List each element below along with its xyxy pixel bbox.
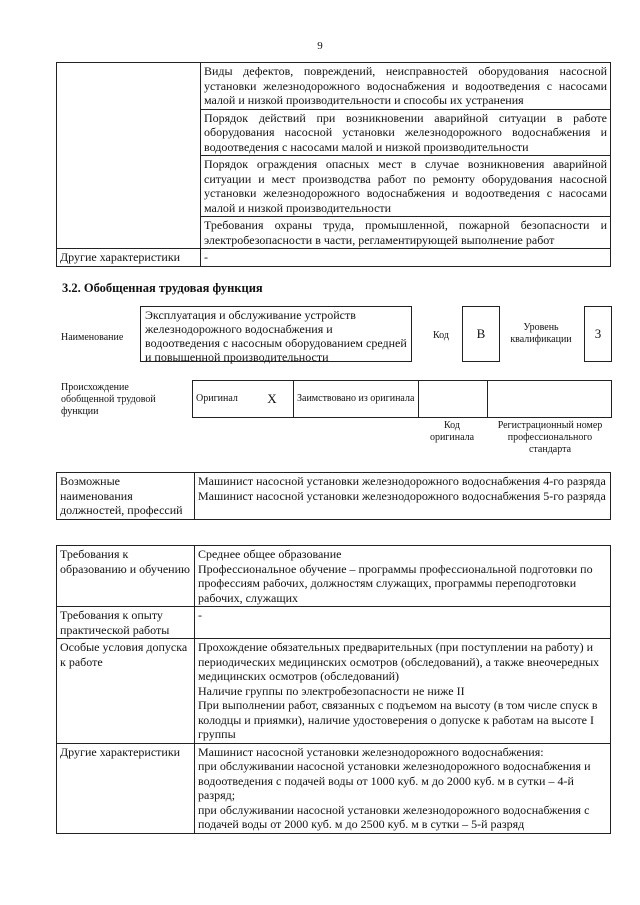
position-item: Машинист насосной установки железнодорожного водоснабжения 4-го разряда (198, 474, 606, 488)
table-cell: Порядок действий при возникновении аварийной ситуации в работе оборудования насосной установки железнодорожного водоснабжения и водоотведения с насосами малой и низкой производительности (201, 109, 611, 156)
other-label: Другие характеристики (57, 743, 195, 833)
other-characteristics-label: Другие характеристики (57, 249, 201, 267)
text-line: Наличие группы по электробезопасности не ниже II (198, 683, 465, 698)
table-cell: Требования охраны труда, промышленной, пожарной безопасности и электробезопасности в части, регламентирующей выполнение работ (201, 217, 611, 249)
position-item: Машинист насосной установки железнодорожного водоснабжения 5-го разряда (198, 488, 606, 503)
level-label: Уровень квалификации (510, 322, 572, 345)
function-name-value: Эксплуатация и обслуживание устройств железнодорожного водоснабжения и водоотведения с насосным оборудованием средней и повышенной производительности (140, 306, 412, 362)
knowledge-table (56, 62, 611, 267)
requirements-table (56, 545, 611, 834)
registration-number-cell (488, 381, 612, 418)
experience-label: Требования к опыту практической работы (57, 607, 195, 639)
admission-value (195, 639, 611, 744)
text-line: Среднее общее образование (198, 547, 342, 561)
text-line: Прохождение обязательных предварительных (при поступлении на работу) и периодических медицинских осмотров (обследований), а также внеочередных медицинских осмотров (обследований) (198, 640, 600, 683)
table-row (57, 249, 611, 267)
text-line: при обслуживании насосной установки железнодорожного водоснабжения и водоотведения с подачей воды от 1000 куб. м до 2000 куб. м в сутки – 4-й разряд; (198, 759, 591, 802)
page-number: 9 (317, 40, 323, 52)
table-row (57, 473, 611, 520)
caption-code: Код оригинала (429, 420, 475, 443)
table-row (57, 63, 611, 110)
text-line: Профессиональное обучение – программы профессиональной подготовки по профессиям рабочих, должностям служащих, программы переподготовки рабочих, служащих (198, 561, 593, 605)
name-label: Наименование (61, 332, 124, 343)
table-row (57, 546, 611, 607)
original-label: Оригинал (193, 381, 252, 418)
table-cell: Порядок ограждения опасных мест в случае возникновения аварийной ситуации и мест производства работ по ремонту оборудования насосной установки железнодорожного водоснабжения и водоотведения с насосами малой и низкой производительности (201, 156, 611, 217)
table-cell: Виды дефектов, повреждений, неисправностей оборудования насосной установки железнодорожного водоснабжения и водоотведения с насосами малой и низкой производительности и способы их устранения (201, 63, 611, 110)
caption-registration: Регистрационный номер профессионального стандарта (497, 420, 603, 455)
text-line: При выполнении работ, связанных с подъемом на высоту (в том числе спуск в колодцы и приямки), наличие удостоверения о допуске к работам на высоте I группы (198, 698, 598, 741)
other-characteristics-value: - (201, 249, 611, 267)
empty-cell (57, 109, 201, 156)
positions-values (195, 473, 611, 520)
empty-cell (57, 63, 201, 110)
text-line: Машинист насосной установки железнодорожного водоснабжения: (198, 744, 544, 759)
table-row (57, 217, 611, 249)
section-heading: 3.2. Обобщенная трудовая функция (62, 281, 263, 295)
code-value: B (462, 306, 500, 362)
origin-label: Происхождение обобщенной трудовой функции (61, 382, 156, 417)
text-line: при обслуживании насосной установки железнодорожного водоснабжения с подачей воды от 2000 куб. м до 2500 куб. м в сутки – 5-й разряд (198, 802, 590, 831)
table-row (57, 639, 611, 744)
admission-label: Особые условия допуска к работе (57, 639, 195, 744)
empty-cell (57, 217, 201, 249)
positions-label: Возможные наименования должностей, профессий (57, 473, 195, 520)
code-label: Код (433, 330, 449, 341)
table-row (57, 109, 611, 156)
table-row (57, 743, 611, 833)
empty-cell (57, 156, 201, 217)
experience-value: - (195, 607, 611, 639)
table-row (57, 607, 611, 639)
level-value: 3 (584, 306, 612, 362)
table-row (193, 381, 612, 418)
borrowed-label: Заимствовано из оригинала (294, 381, 419, 418)
education-label: Требования к образованию и обучению (57, 546, 195, 607)
original-code-cell (419, 381, 488, 418)
education-value (195, 546, 611, 607)
origin-table (192, 380, 612, 418)
table-row (57, 156, 611, 217)
original-mark: X (251, 381, 294, 418)
positions-table (56, 472, 611, 520)
other-value (195, 743, 611, 833)
